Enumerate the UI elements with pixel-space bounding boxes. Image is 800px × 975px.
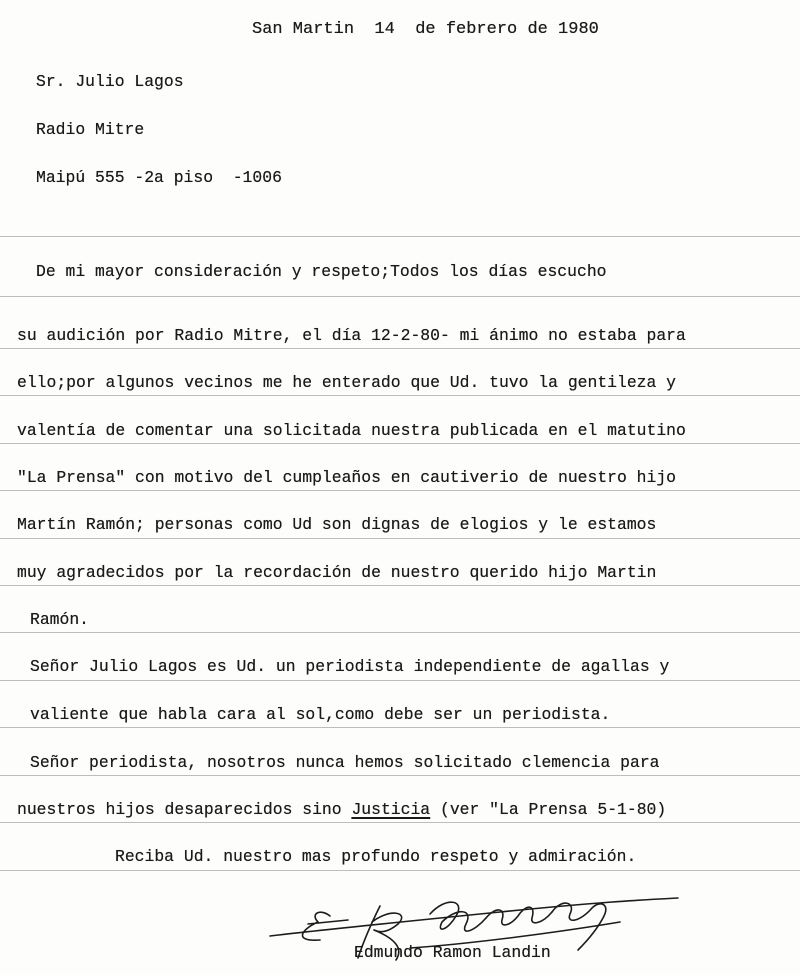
ruled-line — [0, 585, 800, 586]
closing-line: Reciba Ud. nuestro mas profundo respeto y admiración. — [115, 847, 637, 866]
ruled-line — [0, 632, 800, 633]
ruled-line — [0, 822, 800, 823]
recipient-station: Radio Mitre — [36, 120, 145, 139]
body-line-5: "La Prensa" con motivo del cumpleaños en cautiverio de nuestro hijo — [17, 468, 677, 487]
body-line-12-start: nuestros hijos desaparecidos sino — [17, 800, 352, 819]
body-line-2: su audición por Radio Mitre, el día 12-2-80- mi ánimo no estaba para — [17, 326, 686, 345]
body-line-8: Ramón. — [30, 610, 90, 629]
ruled-line — [0, 296, 800, 297]
ruled-line — [0, 443, 800, 444]
date-line: San Martin 14 de febrero de 1980 — [252, 20, 599, 39]
ruled-line — [0, 490, 800, 491]
ruled-line — [0, 727, 800, 728]
body-line-4: valentía de comentar una solicitada nuestra publicada en el matutino — [17, 421, 686, 440]
ruled-line — [0, 775, 800, 776]
ruled-line — [0, 870, 800, 871]
body-line-3: ello;por algunos vecinos me he enterado que Ud. tuvo la gentileza y — [17, 373, 677, 392]
ruled-line — [0, 348, 800, 349]
body-line-6: Martín Ramón; personas como Ud son dignas de elogios y le estamos — [17, 515, 657, 534]
body-line-10: valiente que habla cara al sol,como debe ser un periodista. — [30, 705, 611, 724]
body-line-9: Señor Julio Lagos es Ud. un periodista independiente de agallas y — [30, 657, 670, 676]
signer-name: Edmundo Ramon Landin — [354, 943, 551, 962]
ruled-line — [0, 680, 800, 681]
recipient-address: Maipú 555 -2a piso -1006 — [36, 168, 282, 187]
body-line-12 — [17, 800, 666, 820]
body-line-12-end: (ver "La Prensa 5-1-80) — [430, 800, 667, 819]
body-line-11: Señor periodista, nosotros nunca hemos solicitado clemencia para — [30, 753, 660, 772]
ruled-line — [0, 538, 800, 539]
recipient-name: Sr. Julio Lagos — [36, 72, 184, 91]
ruled-line — [0, 395, 800, 396]
body-line-7: muy agradecidos por la recordación de nuestro querido hijo Martin — [17, 563, 657, 582]
underlined-word-justicia: Justicia — [351, 800, 431, 819]
body-line-1: De mi mayor consideración y respeto;Todos los días escucho — [36, 262, 607, 281]
ruled-line — [0, 236, 800, 237]
